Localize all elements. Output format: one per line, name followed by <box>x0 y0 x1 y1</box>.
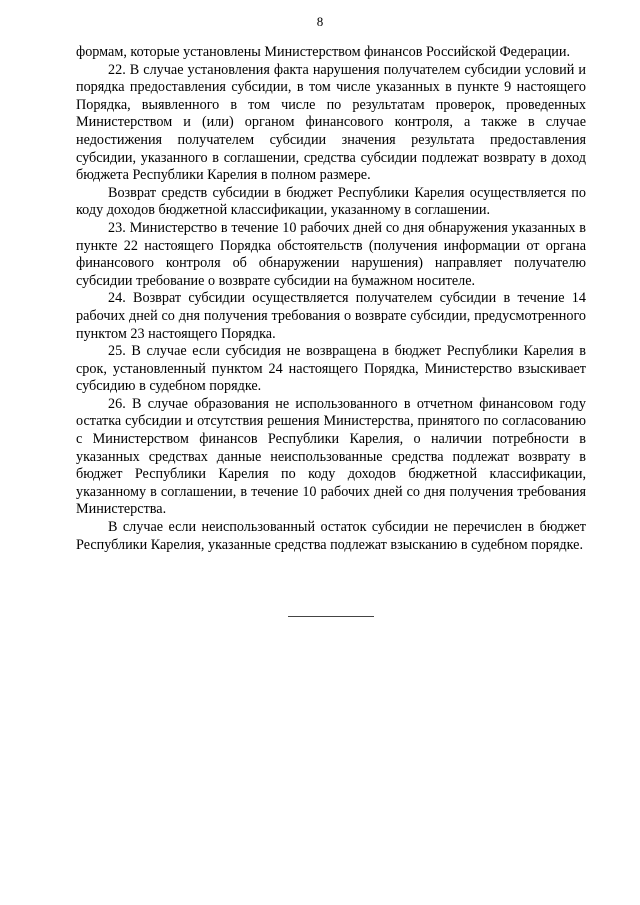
end-separator-line <box>288 616 374 617</box>
paragraph-item-23: 23. Министерство в течение 10 рабочих дней со дня обнаружения указанных в пункте 22 настоящего Порядка обстоятельств (получения информации от органа финансового контроля об обнаружении нарушения) направляет получателю субсидии требование о возврате субсидии на бумажном носителе. <box>76 219 586 289</box>
paragraph-final: В случае если неиспользованный остаток субсидии не перечислен в бюджет Республики Карелия, указанные средства подлежат взысканию в судебном порядке. <box>76 519 586 553</box>
paragraph-item-25: 25. В случае если субсидия не возвращена в бюджет Республики Карелия в срок, установленный пунктом 24 настоящего Порядка, Министерство взыскивает субсидию в судебном порядке. <box>76 343 586 395</box>
paragraph-refund-code: Возврат средств субсидии в бюджет Республики Карелия осуществляется по коду доходов бюджетной классификации, указанному в соглашении. <box>76 184 586 219</box>
paragraph-item-26: 26. В случае образования не использованного в отчетном финансовом году остатка субсидии и отсутствия решения Министерства, принятого по согласованию с Министерством финансов Республики Карелия, о наличии потребности в указанных средствах данные неиспользованные средства подлежат возврату в бюджет Республики Карелия по коду доходов бюджетной классификации, указанному в соглашении, в течение 10 рабочих дней со дня получения требования Министерства. <box>76 395 586 518</box>
page-number: 8 <box>316 14 324 29</box>
paragraph-item-22: 22. В случае установления факта нарушения получателем субсидии условий и порядка предоставления субсидии, в том числе указанных в пункте 9 настоящего Порядка, выявленного в том числе по результатам проверок, проведенных Министерством и (или) органом финансового контроля, а также в случае недостижения получателем субсидии значения результата предоставления субсидии, указанного в соглашении, средства субсидии подлежат возврату в доход бюджета Республики Карелия в полном размере. <box>76 61 586 184</box>
paragraph-item-24: 24. Возврат субсидии осуществляется получателем субсидии в течение 14 рабочих дней со дня получения требования о возврате субсидии, предусмотренного пунктом 23 настоящего Порядка. <box>76 290 586 342</box>
document-body <box>76 44 586 554</box>
paragraph-continuation: формам, которые установлены Министерством финансов Российской Федерации. <box>76 44 571 60</box>
